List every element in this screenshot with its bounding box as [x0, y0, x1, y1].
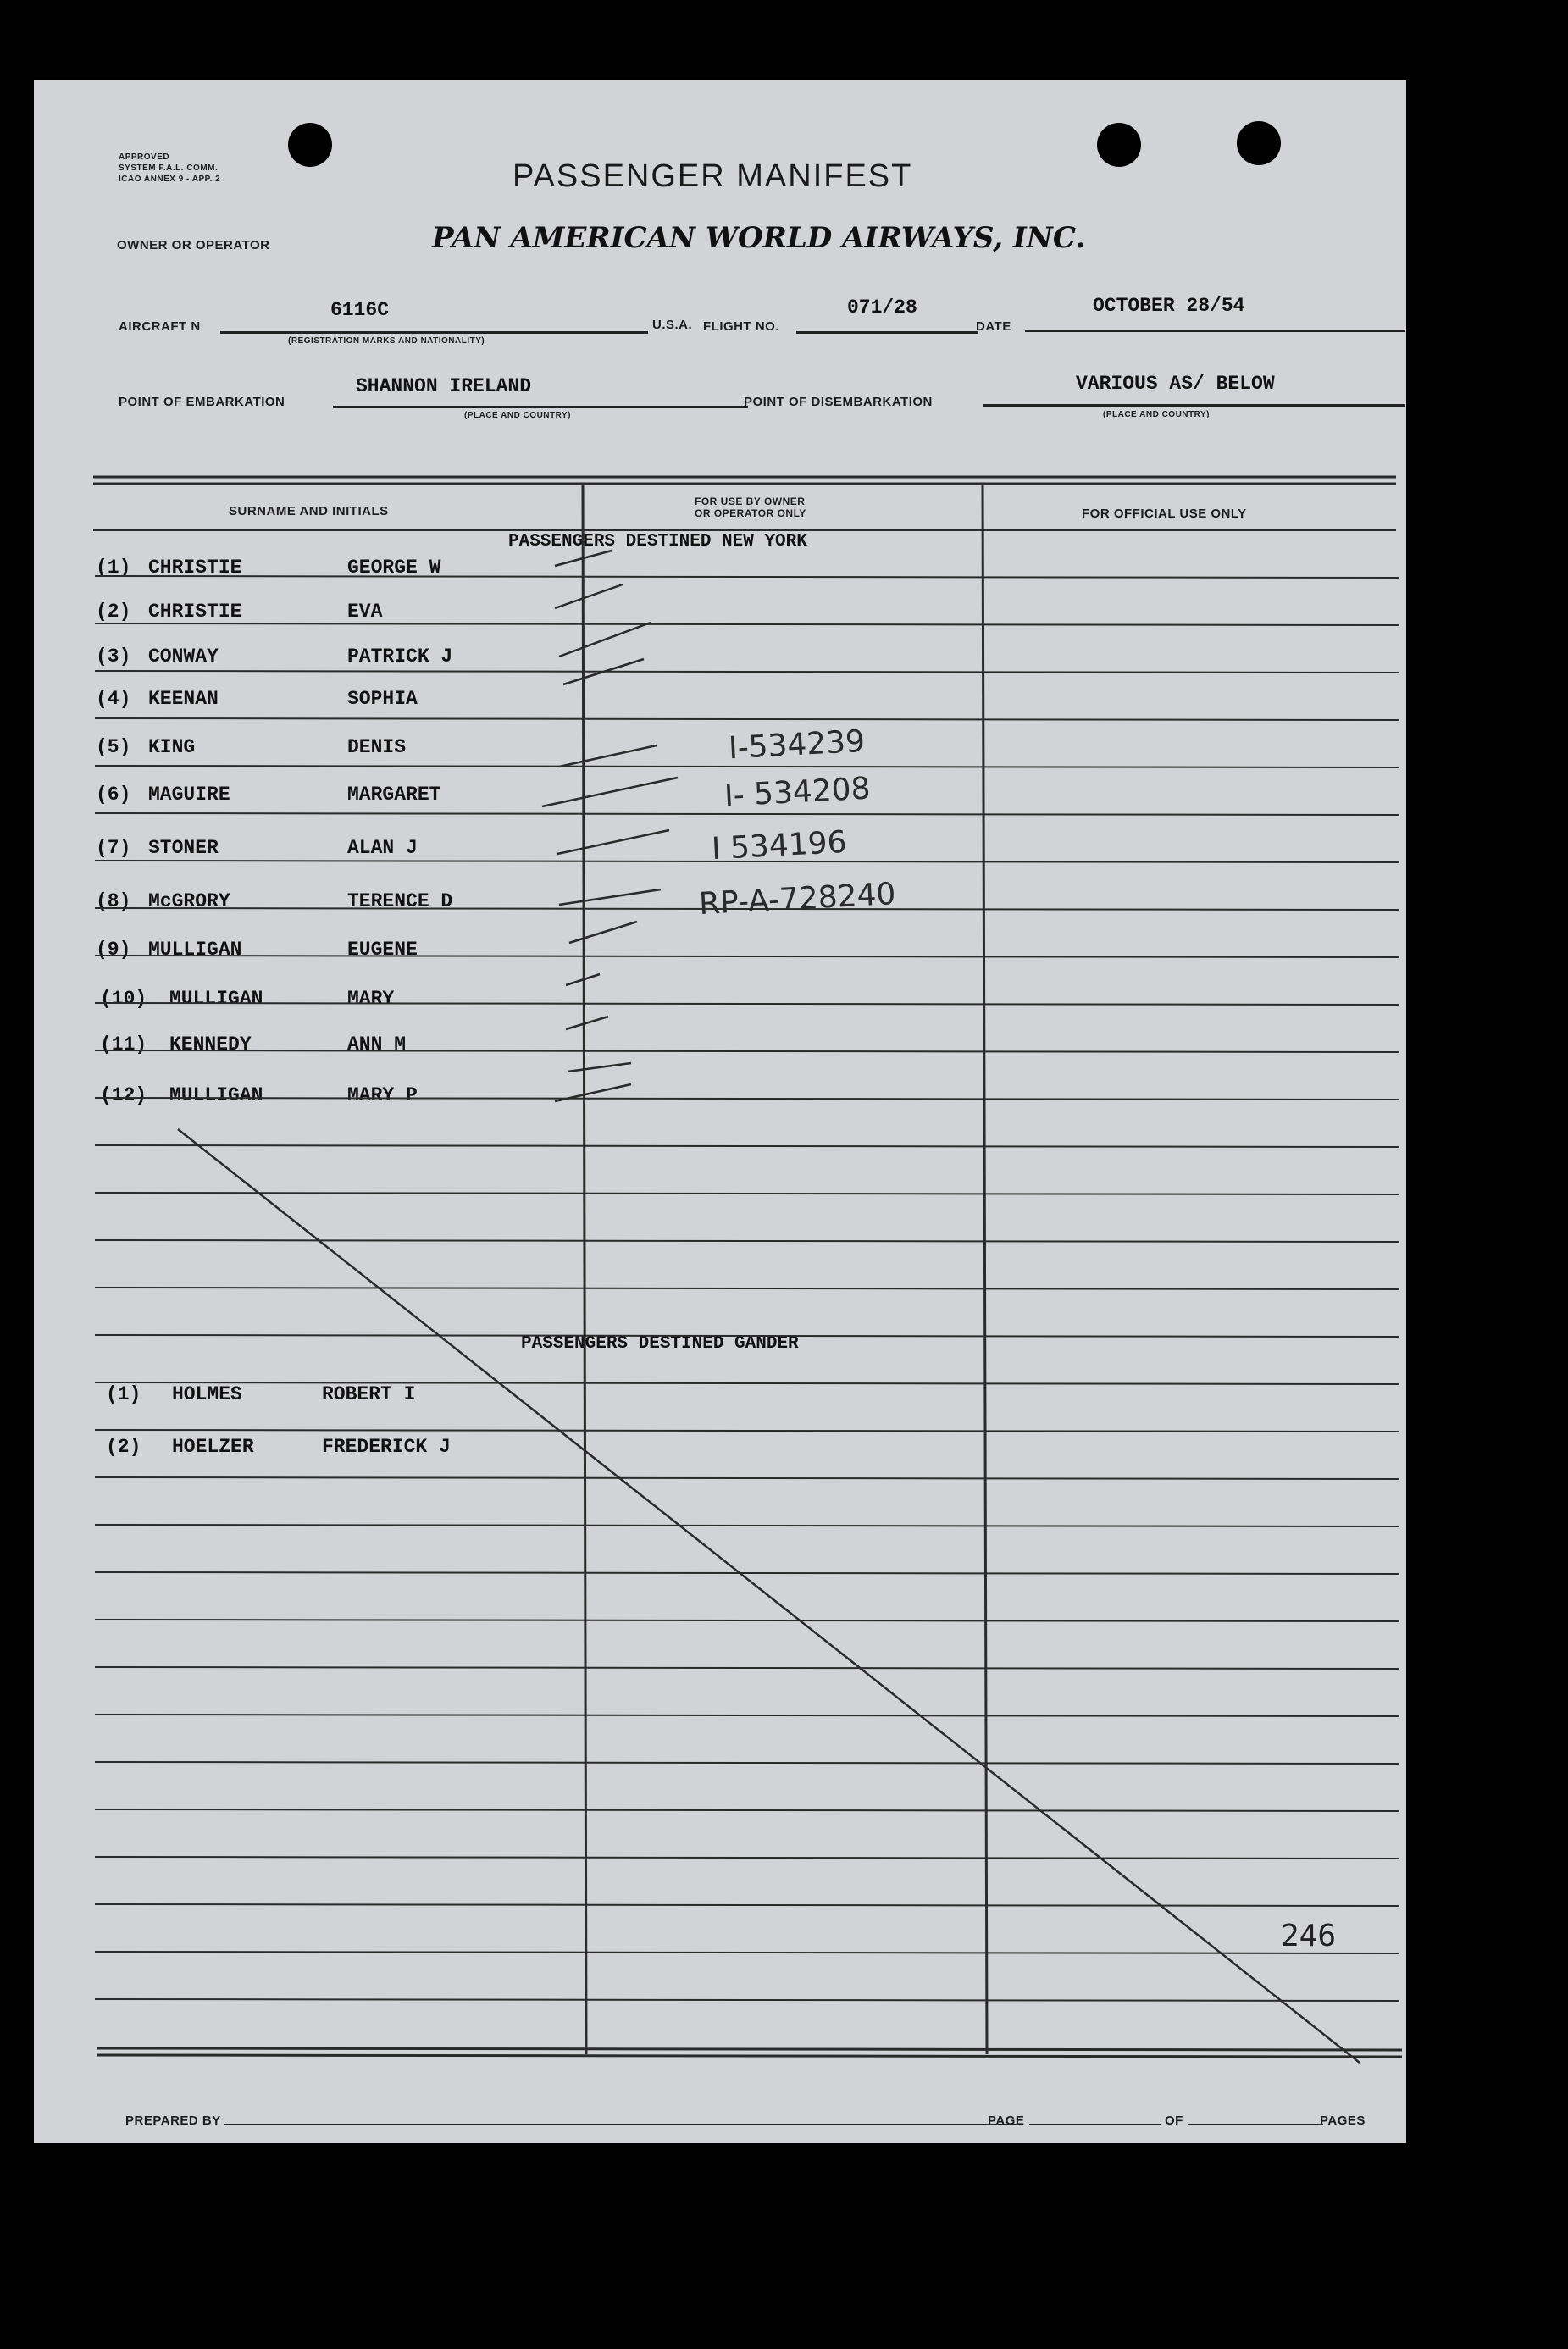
- passenger-surname: CONWAY: [148, 645, 219, 668]
- row-rule: [95, 718, 1399, 720]
- section-heading-gander: PASSENGERS DESTINED GANDER: [521, 1334, 799, 1354]
- passenger-given-name: ANN M: [347, 1033, 407, 1055]
- passenger-surname: MULLIGAN: [148, 939, 242, 961]
- row-rule: [95, 1430, 1399, 1432]
- col-header-surname: SURNAME AND INITIALS: [229, 504, 389, 518]
- passenger-number: (2): [106, 1436, 141, 1458]
- row-rule: [95, 956, 1399, 957]
- passenger-surname: CHRISTIE: [148, 557, 242, 579]
- flight-value: 071/28: [847, 296, 917, 319]
- row-rule: [95, 1288, 1399, 1289]
- check-mark: [559, 623, 651, 657]
- check-mark: [559, 889, 661, 905]
- check-mark: [569, 922, 637, 943]
- passenger-surname: KENNEDY: [169, 1033, 252, 1055]
- passenger-number: (7): [96, 837, 131, 859]
- row-rule: [95, 813, 1399, 815]
- of-label: OF: [1165, 2114, 1183, 2128]
- passenger-given-name: GEORGE W: [347, 557, 441, 579]
- passenger-surname: KING: [148, 736, 196, 758]
- disembark-label: POINT OF DISEMBARKATION: [744, 395, 933, 409]
- passenger-document-number: I- 534208: [723, 771, 872, 814]
- row-rule: [95, 1145, 1399, 1147]
- row-rule: [95, 1809, 1399, 1811]
- page-stamp: 246: [1281, 1919, 1337, 1953]
- row-rule: [95, 1382, 1399, 1384]
- passenger-surname: KEENAN: [148, 688, 219, 710]
- approval-line-1: APPROVED: [119, 152, 170, 162]
- prepared-by-label: PREPARED BY: [125, 2114, 221, 2128]
- row-rule: [95, 1762, 1399, 1764]
- passenger-number: (3): [96, 645, 131, 668]
- row-rule: [95, 766, 1399, 767]
- passenger-surname: HOLMES: [172, 1383, 242, 1405]
- embark-label: POINT OF EMBARKATION: [119, 395, 285, 409]
- passenger-number: (2): [96, 601, 131, 623]
- passenger-given-name: EVA: [347, 601, 383, 623]
- check-mark: [557, 830, 669, 854]
- aircraft-value: 6116C: [330, 299, 390, 321]
- passenger-given-name: DENIS: [347, 736, 407, 758]
- passenger-number: (11): [100, 1033, 147, 1055]
- row-rule: [95, 1193, 1399, 1194]
- row-rule: [95, 576, 1399, 578]
- passenger-given-name: EUGENE: [347, 939, 418, 961]
- strike-line: [178, 1129, 1360, 2063]
- row-rule: [95, 1667, 1399, 1669]
- passenger-number: (1): [96, 557, 131, 579]
- date-value: OCTOBER 28/54: [1093, 295, 1245, 317]
- usa-label: U.S.A.: [652, 318, 693, 332]
- passenger-number: (4): [96, 688, 131, 710]
- row-rule: [95, 1003, 1399, 1005]
- passenger-document-number: I-534239: [728, 723, 867, 767]
- passenger-given-name: SOPHIA: [347, 688, 418, 710]
- bottom-rule: [97, 2048, 1402, 2050]
- row-rule: [95, 1240, 1399, 1242]
- row-rule: [95, 623, 1399, 625]
- section-heading-new-york: PASSENGERS DESTINED NEW YORK: [508, 532, 807, 551]
- aircraft-sublabel: (REGISTRATION MARKS AND NATIONALITY): [288, 336, 485, 346]
- disembark-value: VARIOUS AS/ BELOW: [1076, 373, 1275, 395]
- passenger-surname: HOELZER: [172, 1436, 254, 1458]
- row-rule: [95, 1525, 1399, 1526]
- passenger-given-name: MARY: [347, 988, 395, 1010]
- approval-line-3: ICAO ANNEX 9 - APP. 2: [119, 175, 221, 184]
- passenger-surname: McGRORY: [148, 890, 230, 912]
- passenger-given-name: TERENCE D: [347, 890, 453, 912]
- passenger-surname: MULLIGAN: [169, 988, 263, 1010]
- aircraft-label: AIRCRAFT N: [119, 319, 201, 334]
- check-mark: [542, 778, 678, 806]
- page-title: PASSENGER MANIFEST: [513, 158, 913, 194]
- row-rule: [95, 1999, 1399, 2001]
- check-mark: [555, 584, 623, 608]
- flight-label: FLIGHT NO.: [703, 319, 779, 334]
- passenger-number: (10): [100, 988, 147, 1010]
- date-label: DATE: [976, 319, 1011, 334]
- col-header-owner-use-1: FOR USE BY OWNER: [695, 496, 806, 507]
- check-mark: [559, 745, 657, 767]
- passenger-number: (8): [96, 890, 131, 912]
- passenger-given-name: MARY P: [347, 1084, 418, 1106]
- approval-line-2: SYSTEM F.A.L. COMM.: [119, 163, 219, 173]
- row-rule: [95, 1572, 1399, 1574]
- passenger-surname: CHRISTIE: [148, 601, 242, 623]
- embark-sublabel: (PLACE AND COUNTRY): [464, 411, 571, 420]
- passenger-number: (12): [100, 1084, 147, 1106]
- check-mark: [566, 1017, 608, 1029]
- check-mark: [568, 1063, 631, 1072]
- embark-value: SHANNON IRELAND: [356, 375, 532, 397]
- row-rule: [95, 1715, 1399, 1716]
- row-rule: [95, 1904, 1399, 1906]
- passenger-surname: MAGUIRE: [148, 784, 230, 806]
- passenger-number: (9): [96, 939, 131, 961]
- passenger-given-name: ALAN J: [347, 837, 418, 859]
- col-header-official-use: FOR OFFICIAL USE ONLY: [1082, 507, 1247, 521]
- passenger-document-number: RP-A-728240: [698, 876, 897, 922]
- row-rule: [95, 1098, 1399, 1100]
- passenger-given-name: FREDERICK J: [322, 1436, 451, 1458]
- passenger-document-number: I 534196: [711, 824, 848, 867]
- passenger-number: (5): [96, 736, 131, 758]
- row-rule: [95, 908, 1399, 910]
- row-rule: [95, 1952, 1399, 1953]
- passenger-number: (1): [106, 1383, 141, 1405]
- disembark-sublabel: (PLACE AND COUNTRY): [1103, 410, 1210, 419]
- passenger-surname: STONER: [148, 837, 219, 859]
- row-rule: [95, 1477, 1399, 1479]
- page-label: PAGE: [988, 2114, 1025, 2128]
- row-rule: [95, 1050, 1399, 1052]
- row-rule: [95, 1857, 1399, 1859]
- owner-label: OWNER OR OPERATOR: [117, 238, 270, 252]
- owner-value: PAN AMERICAN WORLD AIRWAYS, INC.: [432, 221, 1086, 255]
- passenger-surname: MULLIGAN: [169, 1084, 263, 1106]
- pages-label: PAGES: [1320, 2114, 1366, 2128]
- passenger-given-name: ROBERT I: [322, 1383, 416, 1405]
- row-rule: [95, 1620, 1399, 1621]
- row-rule: [95, 671, 1399, 673]
- passenger-given-name: MARGARET: [347, 784, 441, 806]
- col-header-owner-use-2: OR OPERATOR ONLY: [695, 507, 806, 519]
- row-rule: [95, 1335, 1399, 1337]
- row-rule: [95, 861, 1399, 862]
- passenger-given-name: PATRICK J: [347, 645, 453, 668]
- bottom-rule: [97, 2055, 1402, 2057]
- passenger-number: (6): [96, 784, 131, 806]
